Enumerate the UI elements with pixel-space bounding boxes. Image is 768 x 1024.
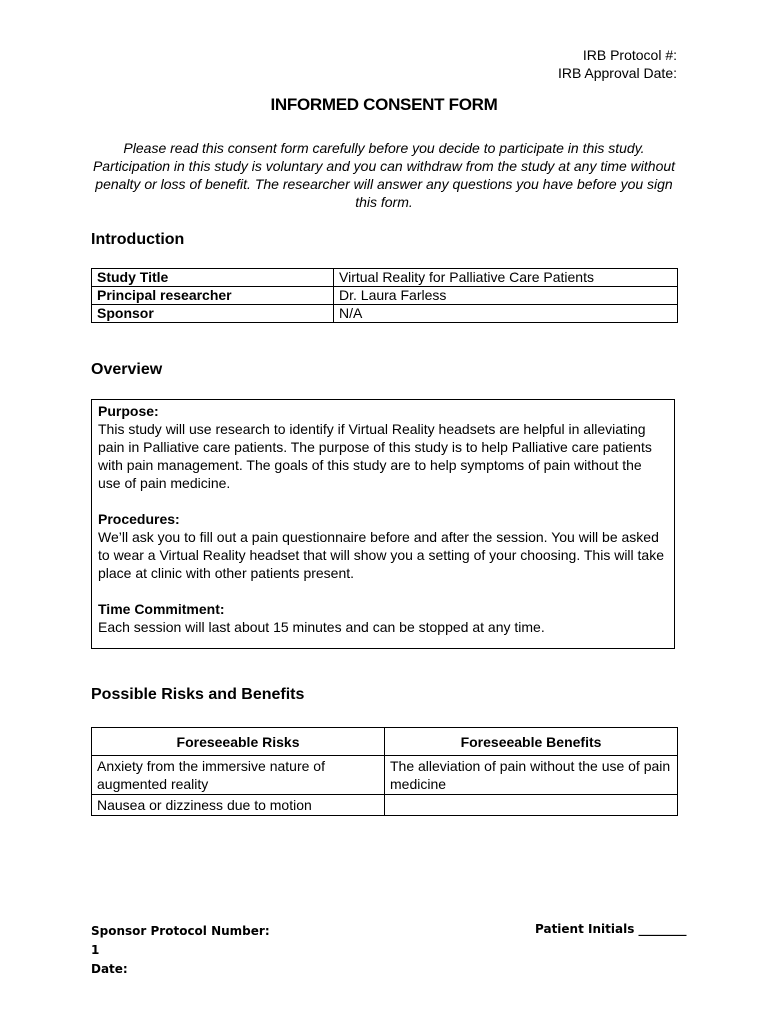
irb-approval-date: IRB Approval Date: — [557, 65, 677, 81]
footer-date: Date: — [91, 962, 128, 976]
table-row — [92, 305, 678, 323]
patient-initials: Patient Initials ________ — [535, 922, 687, 936]
table-header-row — [92, 728, 678, 756]
table-row — [92, 795, 678, 816]
benefit-cell: The alleviation of pain without the use of pain medicine — [385, 756, 678, 795]
study-info-table — [91, 268, 678, 323]
overview-heading: Overview — [91, 361, 163, 378]
purpose-text: This study will use research to identify if Virtual Reality headsets are helpful in alleviating pain in Palliative care patients. The purpose of this study is to help Palliative care patients with pain management. The goals of this study are to help symptoms of pain without the use of pain medicine. — [98, 421, 652, 491]
irb-protocol: IRB Protocol #: — [582, 47, 677, 63]
instructions-text: Please read this consent form carefully before you decide to participate in this study. Participation in this study is voluntary and you can withdraw from the study at any time without penalty or loss of benefit. The researcher will answer any questions you have before you sign this form. — [92, 140, 676, 210]
time-commitment-text: Each session will last about 15 minutes and can be stopped at any time. — [98, 619, 545, 635]
principal-researcher-value: Dr. Laura Farless — [334, 287, 678, 305]
procedures-label: Procedures: — [98, 511, 180, 527]
risk-cell: Nausea or dizziness due to motion — [92, 795, 385, 816]
footer-left — [91, 922, 270, 979]
risks-benefits-heading: Possible Risks and Benefits — [91, 686, 305, 703]
introduction-heading: Introduction — [91, 231, 185, 248]
time-commitment-section — [98, 600, 668, 636]
overview-box — [91, 399, 675, 649]
procedures-section — [98, 510, 668, 582]
time-commitment-label: Time Commitment: — [98, 601, 225, 617]
sponsor-value: N/A — [334, 305, 678, 323]
table-row — [92, 287, 678, 305]
principal-researcher-label: Principal researcher — [92, 287, 334, 305]
sponsor-protocol-number: Sponsor Protocol Number: — [91, 924, 270, 938]
page-number: 1 — [91, 943, 100, 957]
risks-column-header: Foreseeable Risks — [92, 728, 385, 756]
study-title-value: Virtual Reality for Palliative Care Patients — [334, 269, 678, 287]
table-row — [92, 269, 678, 287]
benefits-column-header: Foreseeable Benefits — [385, 728, 678, 756]
purpose-label: Purpose: — [98, 403, 159, 419]
irb-info — [558, 46, 677, 82]
risks-benefits-table — [91, 727, 678, 816]
study-title-label: Study Title — [92, 269, 334, 287]
procedures-text: We’ll ask you to fill out a pain questionnaire before and after the session. You will be asked to wear a Virtual Reality headset that will show you a setting of your choosing. This will take place at clinic with other patients present. — [98, 529, 664, 581]
sponsor-label: Sponsor — [92, 305, 334, 323]
table-row — [92, 756, 678, 795]
purpose-section — [98, 402, 668, 492]
page-title: INFORMED CONSENT FORM — [270, 95, 498, 114]
risk-cell: Anxiety from the immersive nature of augmented reality — [92, 756, 385, 795]
benefit-cell — [385, 795, 678, 816]
